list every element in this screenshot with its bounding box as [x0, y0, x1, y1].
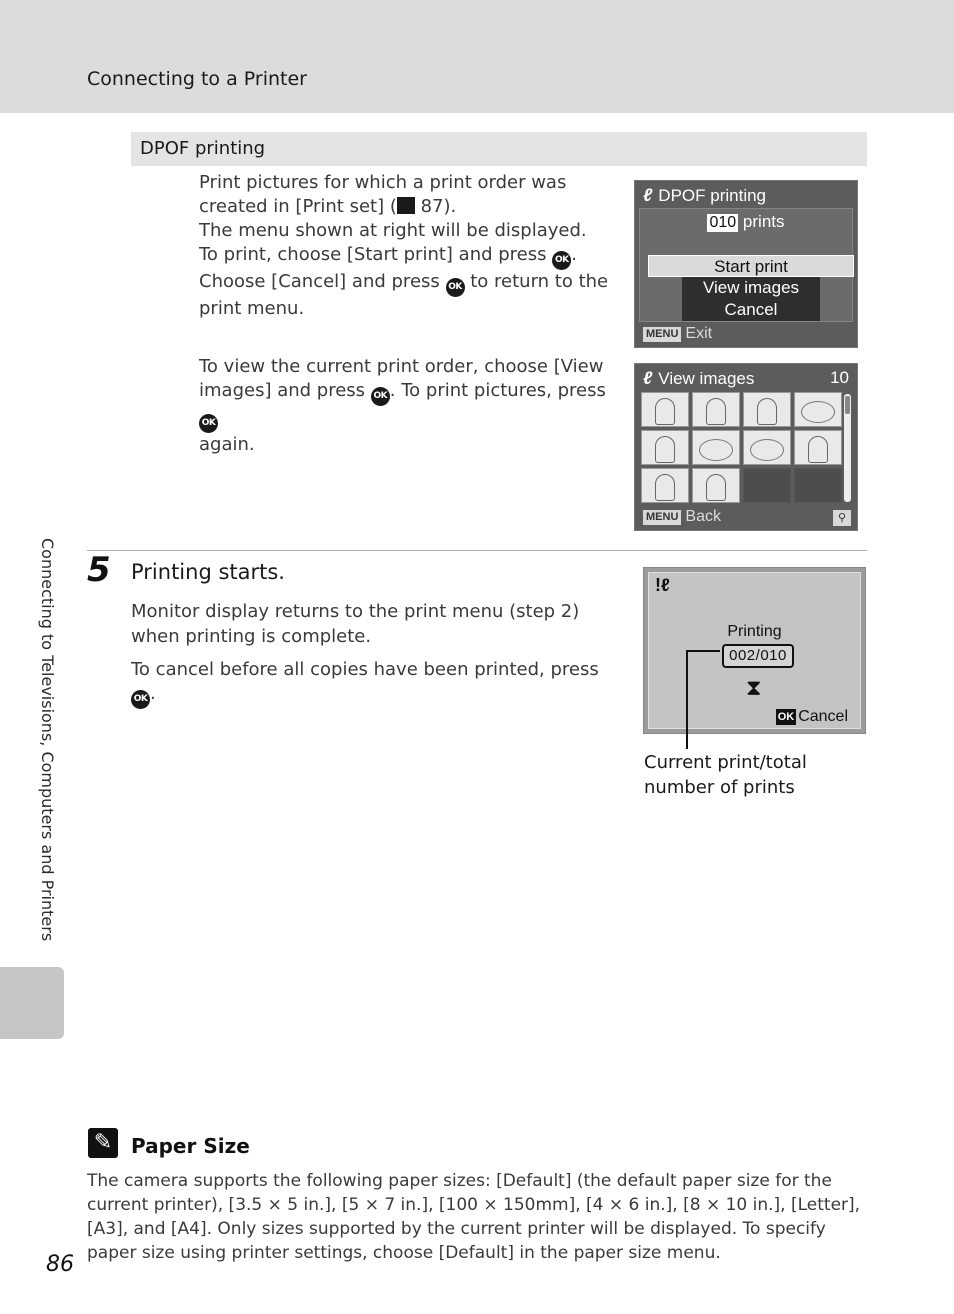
step5-text-2 [131, 658, 611, 709]
section-divider [87, 550, 867, 551]
step-number: 5 [87, 550, 111, 590]
zoom-icon: ⚲ [833, 510, 851, 526]
text-line: to return to the [470, 271, 609, 292]
caption-line: number of prints [644, 777, 795, 798]
text-line: To print, choose [Start print] and press [199, 244, 547, 265]
thumbnail-grid [641, 392, 842, 503]
text-line: . To print pictures, press [389, 380, 606, 401]
thumbnail[interactable] [641, 430, 689, 465]
printing-screen [643, 567, 866, 734]
ok-button-icon: OK [777, 711, 795, 723]
caption-leader-line [686, 650, 688, 749]
thumbnail[interactable] [692, 392, 740, 427]
progress-caption [644, 750, 807, 800]
hourglass-icon: ⧗ [746, 675, 762, 700]
footer-label: Exit [685, 325, 713, 342]
text-line: print menu. [199, 298, 305, 319]
ok-button-icon: OK [371, 387, 390, 406]
screen-title: DPOF printing [658, 186, 766, 205]
screen-header [643, 368, 849, 390]
thumbnail[interactable] [641, 468, 689, 503]
text-line: To view the current print order, choose [View [199, 356, 604, 377]
thumbnail[interactable] [692, 468, 740, 503]
screen-footer [643, 508, 721, 526]
text-line: . [150, 683, 156, 704]
dpof-paragraph-2 [199, 355, 619, 457]
chapter-tab [0, 967, 64, 1039]
thumbnail[interactable] [794, 430, 842, 465]
pictbridge-icon: ℓ [643, 368, 653, 388]
ok-button-icon: OK [552, 251, 571, 270]
menu-button-icon: MENU [643, 327, 681, 342]
menu-option-start-print[interactable]: Start print [648, 255, 854, 277]
pictbridge-icon: ℓ [643, 185, 653, 205]
caption-leader-line [686, 650, 720, 652]
dpof-section-title: DPOF printing [140, 138, 266, 159]
step5-text-1: Monitor display returns to the print menu (step 2) when printing is complete. [131, 601, 580, 647]
image-count: 10 [830, 368, 849, 387]
text-line: images] and press [199, 380, 366, 401]
print-progress-counter: 002/010 [722, 644, 794, 668]
text-line: Print pictures for which a print order was [199, 172, 567, 193]
print-count-row [640, 212, 852, 232]
dpof-printing-screen [634, 180, 858, 348]
screen-header [643, 185, 849, 207]
text-line: 87). [420, 196, 457, 217]
menu-option-view-images[interactable]: View images [682, 277, 820, 299]
step-title: Printing starts. [131, 560, 285, 584]
text-line: The menu shown at right will be displayed. [199, 220, 587, 241]
header-band [0, 0, 954, 113]
thumbnail-empty [794, 468, 842, 503]
ok-button-icon: OK [131, 690, 150, 709]
printing-label: Printing [727, 623, 782, 640]
cancel-hint[interactable] [776, 708, 848, 726]
caption-line: Current print/total [644, 752, 807, 773]
scrollbar[interactable] [844, 394, 851, 502]
ok-button-icon: OK [446, 278, 465, 297]
note-pencil-icon: ✎ [88, 1128, 118, 1158]
dpof-paragraph-1 [199, 171, 619, 321]
note-text: The camera supports the following paper sizes: [Default] (the default paper size for the current printer), [3.5 × 5 in.], [5 × 7 in.], [100 × 150mm], [4 × 6 in.], [8 × 10 in.], [Letter], [A3], and [A4]. Only sizes supported by the current printer will be displayed. To specify paper size using printer settings, choose [Default] in the paper size menu. [87, 1171, 861, 1263]
text-line: Choose [Cancel] and press [199, 271, 440, 292]
printing-panel [648, 572, 861, 729]
thumbnail-empty [743, 468, 791, 503]
menu-option-cancel[interactable]: Cancel [682, 299, 820, 321]
thumbnail[interactable] [794, 392, 842, 427]
thumbnail[interactable] [743, 430, 791, 465]
thumbnail[interactable] [641, 392, 689, 427]
cancel-label: Cancel [798, 708, 848, 725]
print-count-value[interactable]: 010 [709, 214, 737, 231]
page-number: 86 [46, 1252, 74, 1277]
dpof-section-band [131, 132, 867, 166]
scrollbar-handle[interactable] [845, 396, 850, 414]
screen-title: View images [658, 369, 755, 388]
print-count-label: prints [742, 212, 785, 231]
menu-panel [639, 208, 853, 322]
view-images-screen [634, 363, 858, 531]
text-line: created in [Print set] ( [199, 196, 397, 217]
note-title: Paper Size [131, 1134, 250, 1158]
reference-book-icon [397, 197, 415, 214]
text-line: again. [199, 434, 255, 455]
text-line: To cancel before all copies have been printed, press [131, 659, 599, 680]
thumbnail[interactable] [692, 430, 740, 465]
screen-footer [643, 325, 712, 343]
header-title: Connecting to a Printer [87, 68, 307, 90]
thumbnail[interactable] [743, 392, 791, 427]
menu-button-icon: MENU [643, 510, 681, 525]
footer-label: Back [685, 508, 721, 525]
text-line: . [571, 244, 577, 265]
warning-pictbridge-icon: !ℓ [655, 575, 670, 595]
ok-button-icon: OK [199, 414, 218, 433]
chapter-side-label: Connecting to Televisions, Computers and Printers [38, 538, 57, 942]
